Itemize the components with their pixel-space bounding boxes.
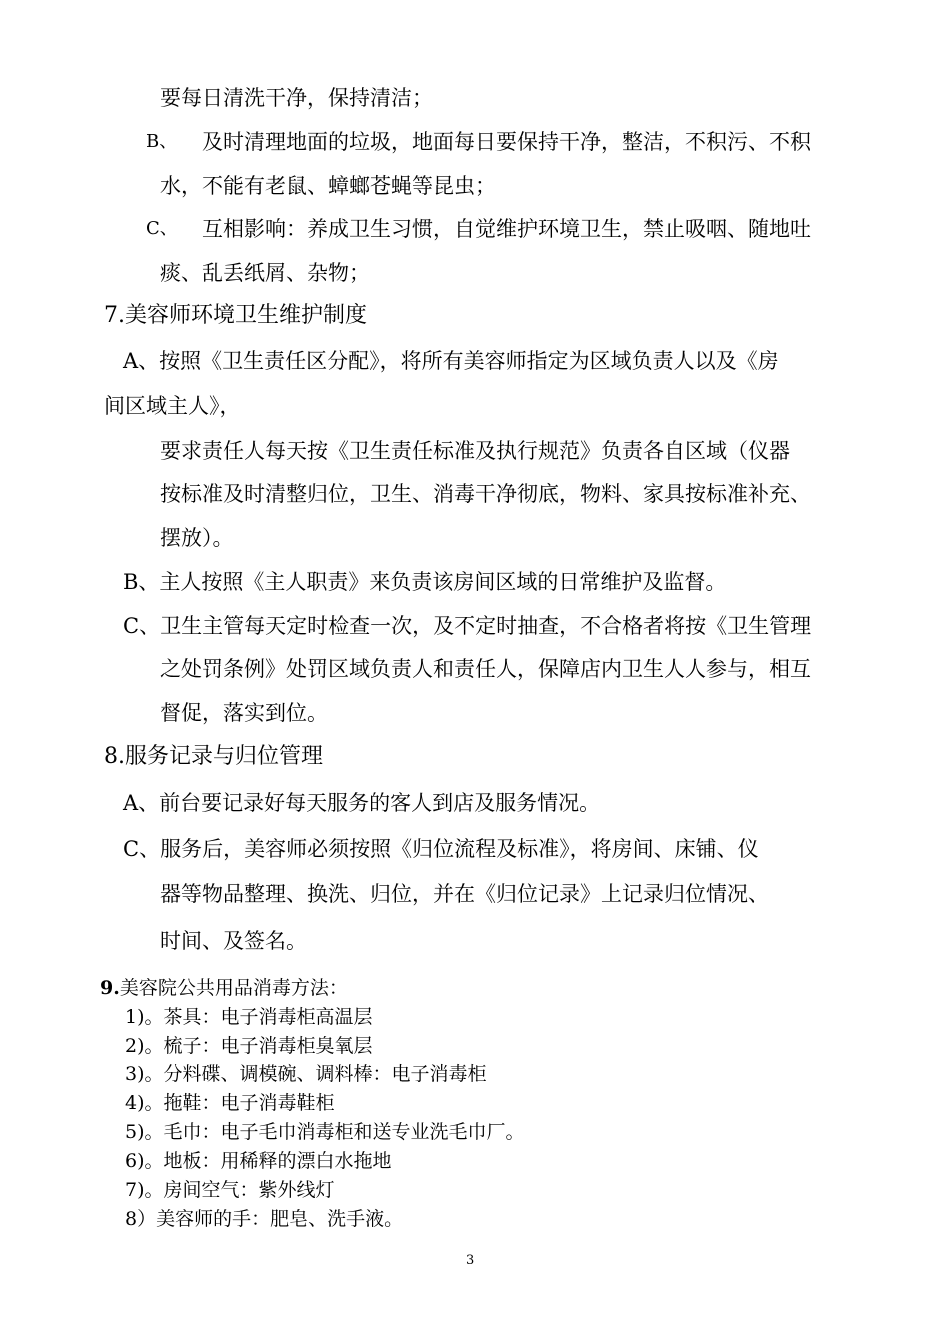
disinfection-item: 3)。分料碟、调模碗、调料棒：电子消毒柜 bbox=[125, 1063, 487, 1085]
section6-b-line1: 及时清理地面的垃圾，地面每日要保持干净，整洁，不积污、不积 bbox=[202, 130, 811, 154]
disinfection-item: 5)。毛巾：电子毛巾消毒柜和送专业洗毛巾厂。 bbox=[125, 1121, 525, 1143]
section6-b-line2: 水，不能有老鼠、蟑螂苍蝇等昆虫； bbox=[160, 174, 496, 198]
section7-a-line4: 按标准及时清整归位，卫生、消毒干净彻底，物料、家具按标准补充、 bbox=[160, 482, 811, 506]
section7-a-line3: 要求责任人每天按《卫生责任标准及执行规范》负责各自区域（仪器 bbox=[160, 439, 790, 463]
disinfection-item: 8）美容师的手：肥皂、洗手液。 bbox=[125, 1208, 404, 1230]
section7-heading: 7.美容师环境卫生维护制度 bbox=[104, 303, 367, 328]
disinfection-item: 2)。梳子：电子消毒柜臭氧层 bbox=[125, 1035, 373, 1057]
page-number: 3 bbox=[466, 1253, 475, 1268]
section7-b-line1: B、主人按照《主人职责》来负责该房间区域的日常维护及监督。 bbox=[123, 570, 727, 594]
section7-c-line1: C、卫生主管每天定时检查一次，及不定时抽查，不合格者将按《卫生管理 bbox=[123, 614, 812, 638]
section7-a-line2: 间区域主人》， bbox=[104, 394, 241, 418]
section7-c-line3: 督促，落实到位。 bbox=[160, 701, 328, 725]
section6-c-label: C、 bbox=[146, 218, 178, 239]
section7-a-line1: A、按照《卫生责任区分配》，将所有美容师指定为区域负责人以及《房 bbox=[123, 349, 779, 373]
section6-c-line1: 互相影响：养成卫生习惯，自觉维护环境卫生，禁止吸咽、随地吐 bbox=[202, 217, 811, 241]
disinfection-item: 7)。房间空气：紫外线灯 bbox=[125, 1179, 335, 1201]
section9-heading bbox=[100, 976, 348, 1000]
section8-c-line1: C、服务后，美容师必须按照《归位流程及标准》，将房间、床铺、仪 bbox=[123, 837, 759, 861]
disinfection-item: 6)。地板：用稀释的漂白水拖地 bbox=[125, 1150, 392, 1172]
disinfection-item: 4)。拖鞋：电子消毒鞋柜 bbox=[125, 1092, 335, 1114]
section9-heading-text: 美容院公共用品消毒方法： bbox=[119, 977, 348, 999]
disinfection-item: 1)。茶具：电子消毒柜高温层 bbox=[125, 1006, 373, 1028]
section8-a-line1: A、前台要记录好每天服务的客人到店及服务情况。 bbox=[123, 791, 601, 815]
section8-heading: 8.服务记录与归位管理 bbox=[104, 744, 323, 769]
section6-b-label: B、 bbox=[146, 131, 178, 152]
section7-a-line5: 摆放）。 bbox=[160, 526, 234, 550]
section6-a-continuation: 要每日清洗干净，保持清洁； bbox=[160, 86, 433, 110]
section8-c-line3: 时间、及签名。 bbox=[160, 929, 307, 953]
section6-c-line2: 痰、乱丢纸屑、杂物； bbox=[160, 261, 370, 285]
section9-heading-number: 9. bbox=[100, 977, 120, 999]
section8-c-line2: 器等物品整理、换洗、归位，并在《归位记录》上记录归位情况、 bbox=[160, 882, 769, 906]
section7-c-line2: 之处罚条例》处罚区域负责人和责任人，保障店内卫生人人参与，相互 bbox=[160, 657, 811, 681]
